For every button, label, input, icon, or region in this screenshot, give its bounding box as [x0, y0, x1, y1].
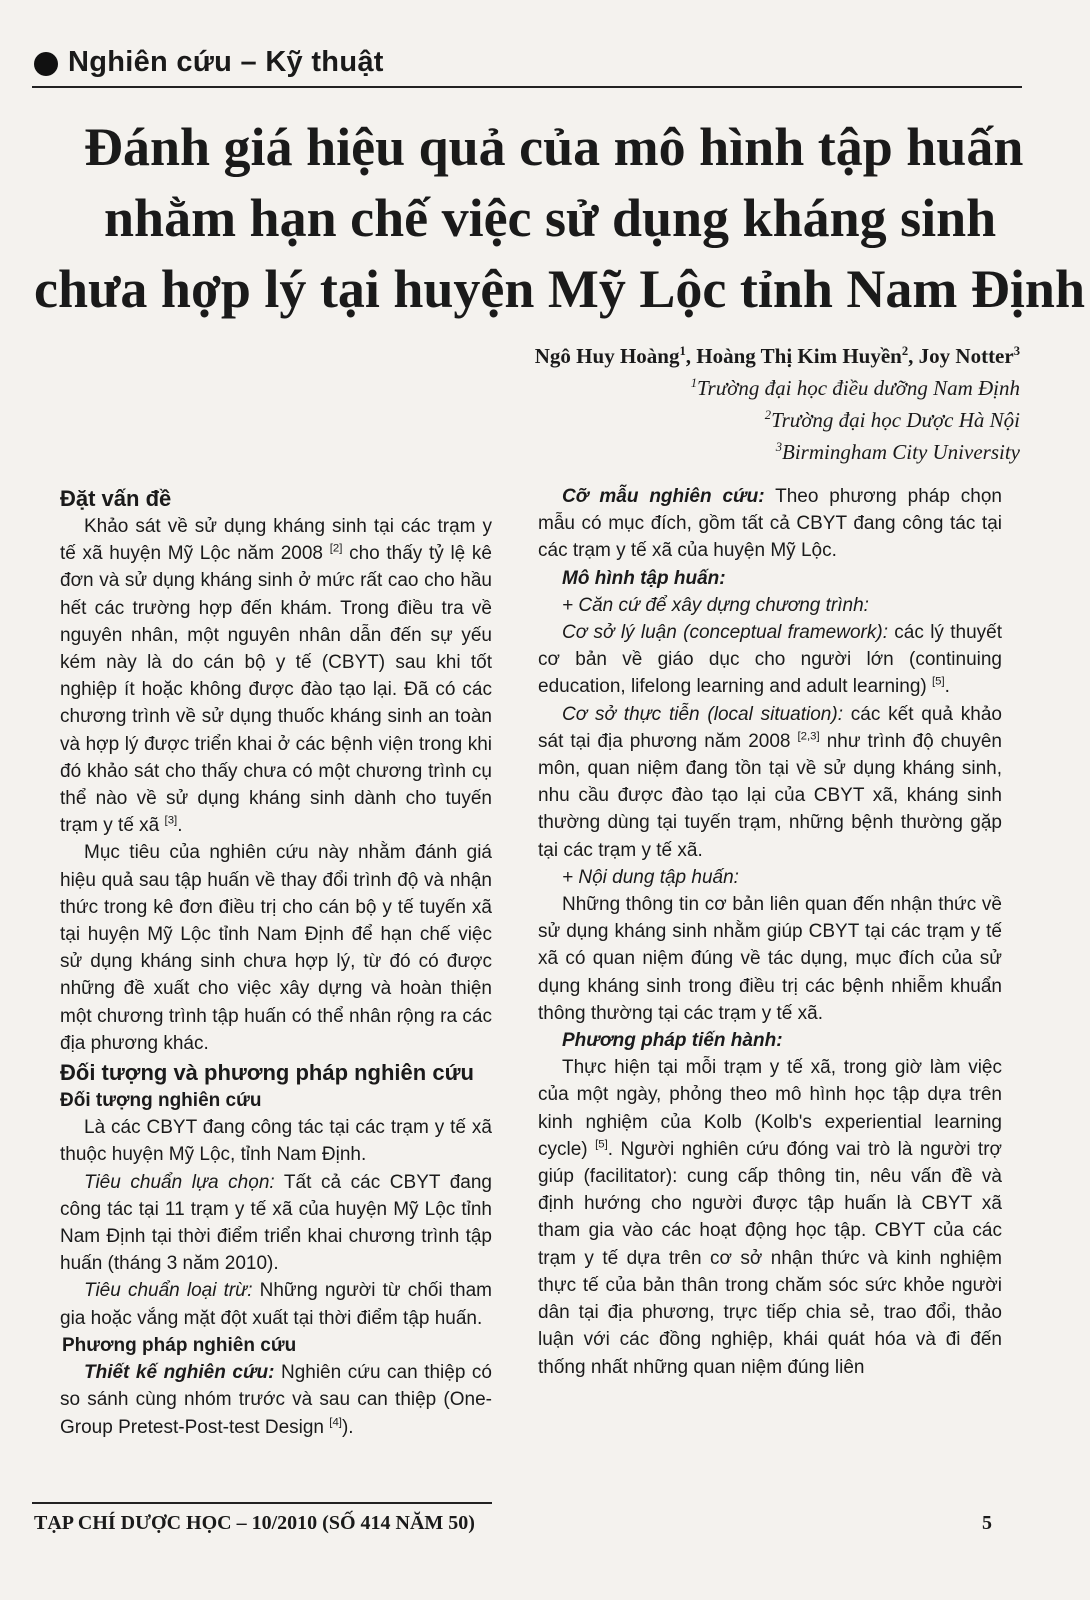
article-title [34, 112, 1085, 325]
author-sup: 2 [901, 344, 909, 358]
paragraph [60, 513, 492, 839]
heading-procedure: Phương pháp tiến hành: [562, 1030, 783, 1052]
text: Những người từ chối tham gia hoặc vắng mặt đột xuất tại thời điểm tập huấn. [60, 1280, 492, 1329]
label: Cơ sở thực tiễn (local situation): [562, 703, 843, 725]
label: Thiết kế nghiên cứu: [84, 1362, 275, 1384]
bullet-icon [34, 52, 58, 76]
text: cho thấy tỷ lệ kê đơn và sử dụng kháng sinh ở mức rất cao cho hầu hết các trường hợp đến khám. Trong điều tra về nguyên nhân, một nguyên nhân dẫn đến sự yếu kém này là do cán bộ y tế (CBYT) sau khi tốt nghiệp ít hoặc không được đào tạo lại. Đã có các chương trình về sử dụng thuốc kháng sinh an toàn và hợp lý được triển khai ở các bệnh viện trong khi đó khảo sát cho thấy chưa có một chương trình cụ thể nào về sử dụng kháng sinh dành cho tuyến trạm y tế xã [60, 543, 492, 837]
right-column [538, 483, 1002, 1381]
title-line: nhằm hạn chế việc sử dụng kháng sinh [104, 188, 997, 248]
heading-introduction: Đặt vấn đề [60, 486, 172, 511]
affiliation-text: Birmingham City University [782, 440, 1020, 464]
text: Thực hiện tại mỗi trạm y tế xã, trong giờ làm việc của một ngày, phỏng theo mô hình học tập dựa trên kinh nghiệm của Kolb (Kolb's experiential learning cycle) [538, 1057, 1002, 1160]
paragraph: Mục tiêu của nghiên cứu này nhằm đánh giá hiệu quả sau tập huấn về thay đổi trình độ và nhận thức trong kê đơn điều trị cho cán bộ y tế tuyến xã tại huyện Mỹ Lộc tỉnh Nam Định để hạn chế việc sử dụng kháng sinh chưa hợp lý, từ đó có được những đề xuất cho việc xây dựng và hoàn thiện một chương trình tập huấn có thể nhân rộng ra các địa phương khác. [60, 842, 492, 1054]
affiliation [535, 436, 1020, 468]
title-line: Đánh giá hiệu quả của mô hình tập huấn [84, 117, 1024, 177]
text: các lý thuyết cơ bản về giáo dục cho người lớn (continuing education, lifelong learning and adult learning) [538, 622, 1003, 698]
heading-methods: Đối tượng và phương pháp nghiên cứu [60, 1060, 474, 1086]
subheading: + Nội dung tập huấn: [562, 866, 739, 888]
heading-method: Phương pháp nghiên cứu [62, 1334, 297, 1356]
label: Cỡ mẫu nghiên cứu: [562, 486, 765, 507]
section-header [32, 44, 1022, 88]
text: . Người nghiên cứu đóng vai trò là người trợ giúp (facilitator): cung cấp thông tin, nêu vấn đề và định hướng cho người được tập huấn là CBYT xã tham gia vào các hoạt động học tập. CBYT của các trạm y tế dựa trên cơ sở nhận thức và kinh nghiệm thực tế của bản thân trong chăm sóc sức khỏe người dân tại địa phương, trực tiếp chia sẻ, trao đổi, thảo luận với các đồng nghiệp, khái quát hóa và đi đến thống nhất những quan niệm đúng liên [538, 1138, 1002, 1378]
paragraph [538, 1054, 1002, 1380]
label: Tiêu chuẩn loại trừ: [84, 1280, 253, 1302]
paragraph: Những thông tin cơ bản liên quan đến nhận thức về sử dụng kháng sinh nhằm giúp CBYT tại các trạm y tế xã có quan niệm đúng về tác dụng, mục đích của sử dụng kháng sinh trong điều trị các bệnh nhiễm khuẩn thông thường tại các trạm y tế xã. [538, 894, 1002, 1024]
author-block [535, 340, 1020, 468]
citation: [4] [329, 1416, 342, 1429]
paragraph [60, 1359, 492, 1441]
citation: [2,3] [797, 730, 820, 743]
affiliation [535, 404, 1020, 436]
paragraph [538, 701, 1002, 864]
paragraph [60, 1169, 492, 1278]
author-name: Joy Notter [918, 344, 1014, 368]
heading-model: Mô hình tập huấn: [562, 567, 726, 589]
text: các kết quả khảo sát tại địa phương năm 2008 [538, 703, 1002, 752]
page-footer [32, 1502, 1022, 1548]
author-name: Ngô Huy Hoàng [534, 344, 680, 368]
text: Khảo sát về sử dụng kháng sinh tại các trạm y tế xã huyện Mỹ Lộc năm 2008 [60, 516, 492, 565]
citation: [5] [595, 1138, 608, 1151]
text: Theo phương pháp chọn mẫu có mục đích, gồm tất cả CBYT đang công tác tại các trạm y tế xã của huyện Mỹ Lộc. [538, 486, 1003, 562]
footer-rule [32, 1502, 492, 1504]
text: như trình độ chuyên môn, quan niệm đang tồn tại về sử dụng kháng sinh, nhu cầu được đào tạo lại của CBYT xã, kháng sinh thường dùng tại tuyến trạm, những bệnh thường gặp tại các trạm y tế xã. [538, 730, 1003, 861]
text: ). [341, 1416, 354, 1438]
citation: [3] [164, 814, 178, 827]
author-sup: 3 [1013, 344, 1020, 358]
paragraph [538, 619, 1002, 701]
paragraph [60, 1277, 492, 1331]
citation: [5] [932, 676, 945, 689]
affiliation-sup: 2 [764, 408, 772, 422]
text: . [177, 815, 183, 837]
affiliation-text: Trường đại học Dược Hà Nội [771, 408, 1020, 432]
paragraph [538, 483, 1002, 565]
left-column [60, 483, 492, 1441]
journal-name: TẠP CHÍ DƯỢC HỌC – 10/2010 (SỐ 414 NĂM 50) [34, 1512, 475, 1534]
author-name: Hoàng Thị Kim Huyền [696, 344, 902, 368]
label: Tiêu chuẩn lựa chọn: [84, 1171, 275, 1193]
citation: [2] [329, 542, 343, 555]
paragraph: Là các CBYT đang công tác tại các trạm y tế xã thuộc huyện Mỹ Lộc, tỉnh Nam Định. [60, 1117, 492, 1166]
text: . [944, 676, 950, 698]
affiliation-text: Trường đại học điều dưỡng Nam Định [697, 376, 1020, 400]
title-line: chưa hợp lý tại huyện Mỹ Lộc tỉnh Nam Định [34, 259, 1085, 319]
author-list: Ngô Huy Hoàng$^1$, Hoàng Thị Kim Huyền$^2$, Joy Notter$^3$ [534, 344, 1020, 368]
text: Nghiên cứu can thiệp có so sánh cùng nhóm trước và sau can thiệp (One-Group Pretest-Post-test Design [60, 1362, 492, 1438]
section-label: Nghiên cứu – Kỹ thuật [68, 46, 384, 78]
subheading: + Căn cứ để xây dựng chương trình: [562, 594, 869, 616]
text: Tất cả các CBYT đang công tác tại 11 trạm y tế xã của huyện Mỹ Lộc tỉnh Nam Định tại thời điểm triển khai chương trình tập huấn (tháng 3 năm 2010). [60, 1171, 492, 1275]
page-number: 5 [982, 1512, 992, 1534]
heading-subjects: Đối tượng nghiên cứu [60, 1090, 262, 1112]
affiliation-sup: 1 [690, 376, 697, 390]
affiliation-sup: 3 [775, 440, 783, 454]
affiliation [535, 372, 1020, 404]
label: Cơ sở lý luận (conceptual framework): [562, 622, 888, 644]
author-sup: 1 [679, 344, 686, 358]
